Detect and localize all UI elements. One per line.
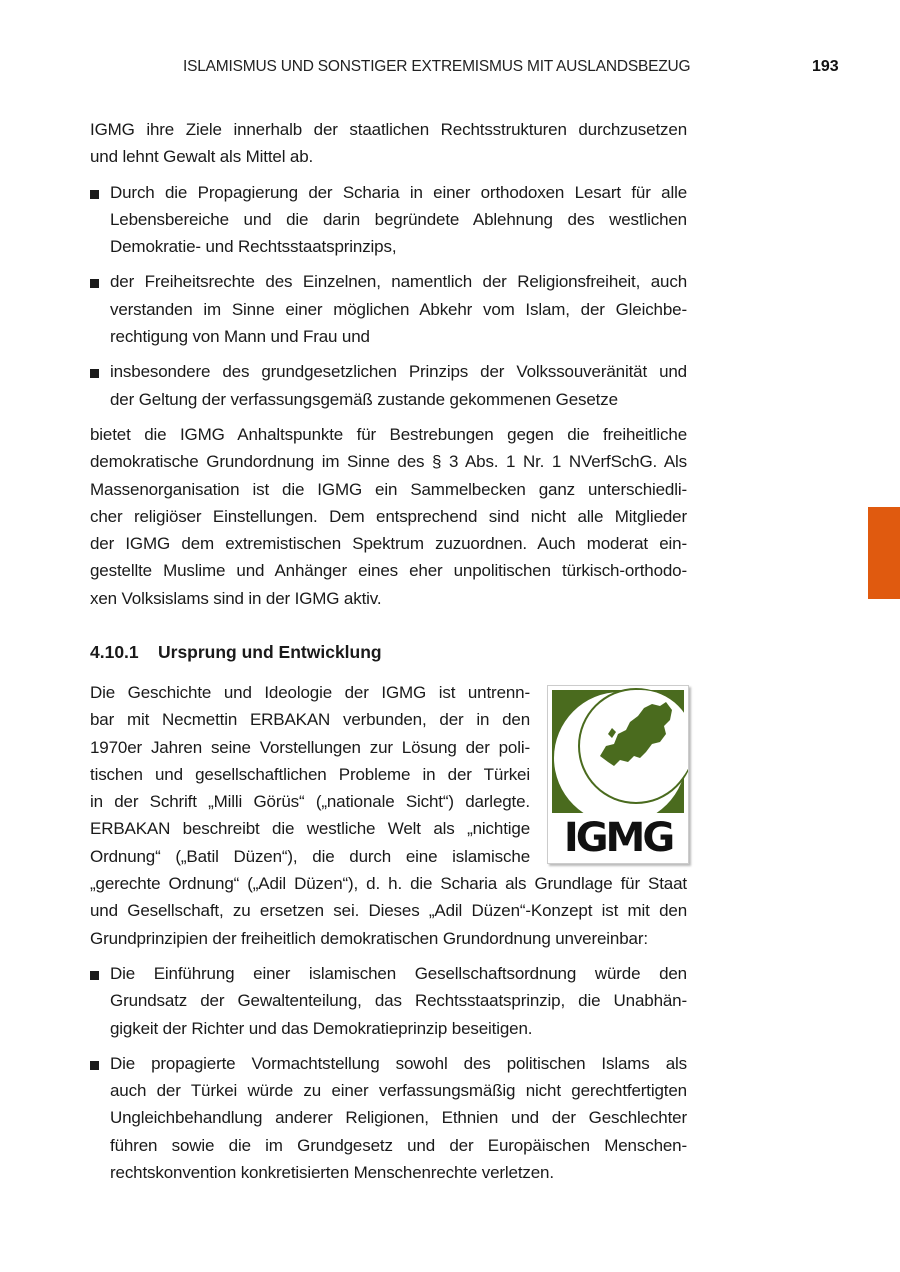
paragraph <box>90 116 687 171</box>
text-line: rechtskonvention konkretisierten Menschenrechte verletzen. <box>110 1163 554 1183</box>
text-line: Lebensbereiche und die darin begründete Ablehnung des westlichen <box>110 209 687 229</box>
text-line: rechtigung von Mann und Frau und <box>110 327 370 347</box>
text-line: Grundprinzipien der freiheitlich demokratischen Grundordnung unvereinbar: <box>90 928 648 948</box>
text-line: Ordnung“ („Batil Düzen“), die durch eine islamische <box>90 846 530 866</box>
text-line: Ungleichbehandlung anderer Religionen, Ethnien und der Geschlechter <box>110 1108 687 1128</box>
text-line: bar mit Necmettin ERBAKAN verbunden, der in den <box>90 710 530 730</box>
text-line: 1970er Jahren seine Vorstellungen zur Lösung der poli- <box>90 737 530 757</box>
text-line: in der Schrift „Milli Görüs“ („nationale Sicht“) darlegte. <box>90 792 530 812</box>
text-line: Demokratie- und Rechtsstaatsprinzips, <box>110 237 397 257</box>
section-number: 4.10.1 <box>90 642 139 662</box>
bullet-item <box>90 268 687 350</box>
bullet-item <box>90 358 687 413</box>
bullet-item <box>90 179 687 261</box>
text-line: gestellte Muslime und Anhänger eines eher unpolitischen türkisch-orthodo- <box>90 561 687 581</box>
text-line: verstanden im Sinne einer möglichen Abkehr vom Islam, der Gleichbe- <box>110 299 687 319</box>
text-line: auch der Türkei würde zu einer verfassungsmäßig nicht gerechtfertigten <box>110 1081 687 1101</box>
running-header: ISLAMISMUS UND SONSTIGER EXTREMISMUS MIT AUSLANDSBEZUG <box>183 58 691 75</box>
page-number: 193 <box>812 58 839 75</box>
text-line: xen Volksislams sind in der IGMG aktiv. <box>90 588 382 608</box>
text-line: Die Einführung einer islamischen Gesellschaftsordnung würde den <box>110 963 687 983</box>
bullet-square-icon <box>90 1061 99 1070</box>
text-line: Massenorganisation ist die IGMG ein Sammelbecken ganz unterschiedli- <box>90 479 687 499</box>
text-line: IGMG ihre Ziele innerhalb der staatlichen Rechtsstrukturen durchzusetzen <box>90 120 687 139</box>
logo-text: IGMG <box>563 815 673 861</box>
text-line: demokratische Grundordnung im Sinne des § 3 Abs. 1 Nr. 1 NVerfSchG. Als <box>90 452 687 472</box>
text-line: insbesondere des grundgesetzlichen Prinzips der Volkssouveränität und <box>110 362 687 382</box>
text-line: und lehnt Gewalt als Mittel ab. <box>90 147 314 167</box>
text-line: Grundsatz der Gewaltenteilung, das Rechtsstaatsprinzip, die Unabhän- <box>110 991 687 1011</box>
bullet-square-icon <box>90 369 99 378</box>
text-line: cher religiöser Einstellungen. Dem entsprechend sind nicht alle Mitglieder <box>90 506 687 526</box>
text-line: der Freiheitsrechte des Einzelnen, namentlich der Religionsfreiheit, auch <box>110 272 687 292</box>
bullet-square-icon <box>90 971 99 980</box>
text-line: ERBAKAN beschreibt die westliche Welt als „nichtige <box>90 819 530 839</box>
text-line: führen sowie die im Grundgesetz und der Europäischen Menschen- <box>110 1135 687 1155</box>
text-section-top <box>90 116 687 620</box>
bullet-item <box>90 960 687 1042</box>
section-title: Ursprung und Entwicklung <box>158 642 382 662</box>
text-line: „gerechte Ordnung“ („Adil Düzen“), d. h. die Scharia als Grundlage für Staat <box>90 874 687 894</box>
text-line: Die Geschichte und Ideologie der IGMG ist untrenn- <box>90 683 530 702</box>
text-line: Durch die Propagierung der Scharia in einer orthodoxen Lesart für alle <box>110 182 687 202</box>
text-line: Die propagierte Vormachtstellung sowohl des politischen Islams als <box>110 1053 687 1073</box>
bullet-item <box>90 1050 687 1186</box>
text-line: tischen und gesellschaftlichen Probleme in der Türkei <box>90 764 530 784</box>
bullet-square-icon <box>90 279 99 288</box>
text-line: der IGMG dem extremistischen Spektrum zuzuordnen. Auch moderat ein- <box>90 534 687 554</box>
chapter-tab-marker <box>868 507 900 599</box>
bullet-square-icon <box>90 190 99 199</box>
paragraph <box>90 421 687 612</box>
section-heading <box>90 642 382 663</box>
igmg-logo <box>547 685 689 864</box>
text-line: und Gesellschaft, zu ersetzen sei. Dieses „Adil Düzen“-Konzept ist mit den <box>90 901 687 921</box>
text-line: bietet die IGMG Anhaltspunkte für Bestrebungen gegen die freiheitliche <box>90 424 687 444</box>
text-line: der Geltung der verfassungsgemäß zustande gekommenen Gesetze <box>110 389 618 409</box>
text-line: gigkeit der Richter und das Demokratieprinzip beseitigen. <box>110 1018 533 1038</box>
